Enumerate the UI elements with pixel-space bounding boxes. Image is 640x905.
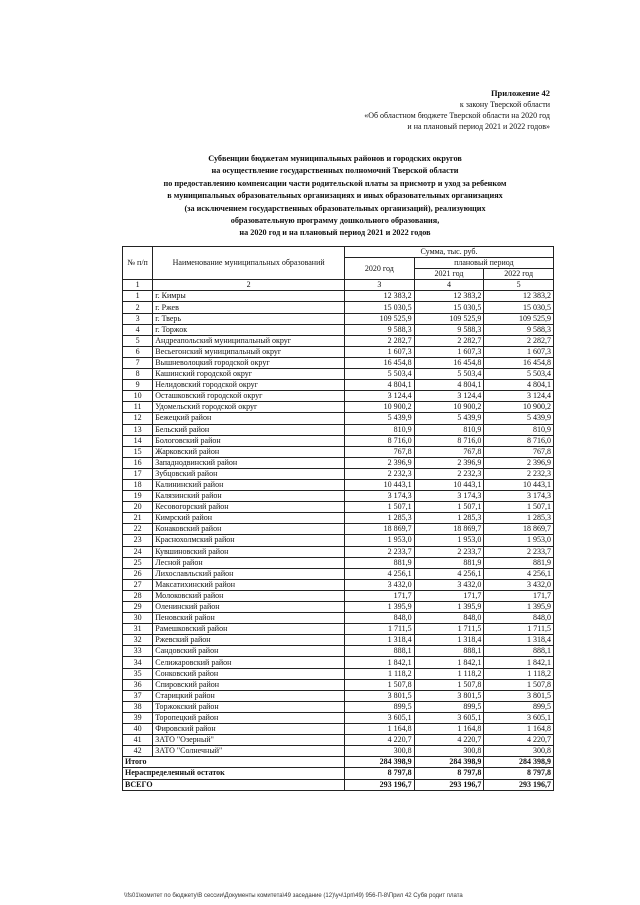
municipality-name: Лихославльский район xyxy=(153,568,345,579)
amount-2021: 10 443,1 xyxy=(414,479,484,490)
row-number: 32 xyxy=(123,635,153,646)
municipality-name: Рамешковский район xyxy=(153,624,345,635)
row-number: 1 xyxy=(123,291,153,302)
municipality-name: ЗАТО "Озерный" xyxy=(153,735,345,746)
municipality-name: Кимрский район xyxy=(153,513,345,524)
amount-2020: 3 174,3 xyxy=(345,491,415,502)
amount-2021: 1 318,4 xyxy=(414,635,484,646)
row-number: 15 xyxy=(123,446,153,457)
total-2020: 284 398,9 xyxy=(345,757,415,768)
amount-2022: 899,5 xyxy=(484,701,554,712)
amount-2021: 9 588,3 xyxy=(414,324,484,335)
table-row xyxy=(123,535,554,546)
table-row xyxy=(123,635,554,646)
amount-2022: 3 801,5 xyxy=(484,690,554,701)
header-num: № п/п xyxy=(123,247,153,280)
amount-2021: 1 842,1 xyxy=(414,657,484,668)
table-row xyxy=(123,646,554,657)
municipality-name: Западнодвинский район xyxy=(153,457,345,468)
amount-2020: 1 507,1 xyxy=(345,502,415,513)
amount-2021: 1 118,2 xyxy=(414,668,484,679)
municipality-name: Весьегонский муниципальный округ xyxy=(153,346,345,357)
total-2020: 8 797,8 xyxy=(345,768,415,779)
amount-2021: 16 454,8 xyxy=(414,357,484,368)
row-number: 35 xyxy=(123,668,153,679)
row-number: 39 xyxy=(123,712,153,723)
row-number: 26 xyxy=(123,568,153,579)
municipality-name: Калязинский район xyxy=(153,491,345,502)
amount-2022: 3 432,0 xyxy=(484,579,554,590)
amount-2020: 810,9 xyxy=(345,424,415,435)
table-row xyxy=(123,424,554,435)
title-line: на осуществление государственных полномочий Тверской области xyxy=(211,166,459,176)
row-number: 17 xyxy=(123,468,153,479)
table-row xyxy=(123,346,554,357)
subsidy-table xyxy=(122,246,554,791)
document-title xyxy=(110,153,560,240)
table-row xyxy=(123,602,554,613)
municipality-name: ЗАТО "Солнечный" xyxy=(153,746,345,757)
row-number: 6 xyxy=(123,346,153,357)
table-row xyxy=(123,613,554,624)
row-number: 24 xyxy=(123,546,153,557)
amount-2022: 18 869,7 xyxy=(484,524,554,535)
amount-2022: 9 588,3 xyxy=(484,324,554,335)
row-number: 27 xyxy=(123,579,153,590)
amount-2022: 10 900,2 xyxy=(484,402,554,413)
row-number: 21 xyxy=(123,513,153,524)
amount-2021: 2 282,7 xyxy=(414,335,484,346)
header-2020: 2020 год xyxy=(345,258,415,280)
total-label: Нераспределенный остаток xyxy=(123,768,345,779)
amount-2021: 1 395,9 xyxy=(414,602,484,613)
amount-2021: 3 801,5 xyxy=(414,690,484,701)
municipality-name: Оленинский район xyxy=(153,602,345,613)
table-row xyxy=(123,624,554,635)
table-row xyxy=(123,568,554,579)
table-row xyxy=(123,579,554,590)
amount-2022: 1 711,5 xyxy=(484,624,554,635)
amount-2021: 2 232,3 xyxy=(414,468,484,479)
amount-2020: 10 900,2 xyxy=(345,402,415,413)
amount-2021: 899,5 xyxy=(414,701,484,712)
row-number: 20 xyxy=(123,502,153,513)
municipality-name: Молоковский район xyxy=(153,590,345,601)
row-number: 31 xyxy=(123,624,153,635)
amount-2022: 4 256,1 xyxy=(484,568,554,579)
header-2022: 2022 год xyxy=(484,269,554,280)
amount-2021: 4 256,1 xyxy=(414,568,484,579)
amount-2022: 1 507,8 xyxy=(484,679,554,690)
total-2021: 293 196,7 xyxy=(414,779,484,790)
row-number: 11 xyxy=(123,402,153,413)
amount-2021: 8 716,0 xyxy=(414,435,484,446)
table-row xyxy=(123,324,554,335)
amount-2021: 1 607,3 xyxy=(414,346,484,357)
table-row xyxy=(123,435,554,446)
municipality-name: Ржевский район xyxy=(153,635,345,646)
municipality-name: Максатихинский район xyxy=(153,579,345,590)
amount-2020: 1 164,8 xyxy=(345,724,415,735)
amount-2020: 1 711,5 xyxy=(345,624,415,635)
amount-2022: 1 285,3 xyxy=(484,513,554,524)
title-line: (за исключением государственных образовательных организаций), реализующих xyxy=(184,203,486,213)
amount-2021: 888,1 xyxy=(414,646,484,657)
municipality-name: Сонковский район xyxy=(153,668,345,679)
amount-2021: 3 124,4 xyxy=(414,391,484,402)
table-row xyxy=(123,369,554,380)
amount-2020: 2 396,9 xyxy=(345,457,415,468)
amount-2020: 1 607,3 xyxy=(345,346,415,357)
municipality-name: г. Кимры xyxy=(153,291,345,302)
header-plan: плановый период xyxy=(414,258,553,269)
table-row xyxy=(123,291,554,302)
amount-2020: 4 220,7 xyxy=(345,735,415,746)
total-label: Итого xyxy=(123,757,345,768)
table-row xyxy=(123,546,554,557)
amount-2022: 10 443,1 xyxy=(484,479,554,490)
municipality-name: Бельский район xyxy=(153,424,345,435)
amount-2020: 1 507,8 xyxy=(345,679,415,690)
amount-2021: 12 383,2 xyxy=(414,291,484,302)
municipality-name: г. Торжок xyxy=(153,324,345,335)
amount-2020: 1 318,4 xyxy=(345,635,415,646)
total-2021: 284 398,9 xyxy=(414,757,484,768)
amount-2020: 8 716,0 xyxy=(345,435,415,446)
table-row xyxy=(123,690,554,701)
table-row xyxy=(123,657,554,668)
municipality-name: Бежецкий район xyxy=(153,413,345,424)
row-number: 22 xyxy=(123,524,153,535)
row-number: 18 xyxy=(123,479,153,490)
amount-2020: 18 869,7 xyxy=(345,524,415,535)
row-number: 36 xyxy=(123,679,153,690)
table-row xyxy=(123,524,554,535)
table-row xyxy=(123,479,554,490)
header-sum: Сумма, тыс. руб. xyxy=(345,247,554,258)
table-row xyxy=(123,413,554,424)
amount-2022: 109 525,9 xyxy=(484,313,554,324)
total-label: ВСЕГО xyxy=(123,779,345,790)
amount-2022: 2 232,3 xyxy=(484,468,554,479)
amount-2022: 1 118,2 xyxy=(484,668,554,679)
amount-2022: 5 439,9 xyxy=(484,413,554,424)
amount-2021: 5 439,9 xyxy=(414,413,484,424)
amount-2022: 4 804,1 xyxy=(484,380,554,391)
row-number: 25 xyxy=(123,557,153,568)
table-row xyxy=(123,313,554,324)
amount-2020: 848,0 xyxy=(345,613,415,624)
amount-2020: 5 439,9 xyxy=(345,413,415,424)
municipality-name: Конаковский район xyxy=(153,524,345,535)
municipality-name: Вышневолоцкий городской округ xyxy=(153,357,345,368)
amount-2021: 3 432,0 xyxy=(414,579,484,590)
total-2021: 8 797,8 xyxy=(414,768,484,779)
municipality-name: Торжокский район xyxy=(153,701,345,712)
table-row xyxy=(123,457,554,468)
amount-2021: 4 804,1 xyxy=(414,380,484,391)
municipality-name: Зубцовский район xyxy=(153,468,345,479)
amount-2022: 2 233,7 xyxy=(484,546,554,557)
table-row xyxy=(123,668,554,679)
amount-2021: 2 233,7 xyxy=(414,546,484,557)
row-number: 8 xyxy=(123,369,153,380)
amount-2020: 1 395,9 xyxy=(345,602,415,613)
row-number: 38 xyxy=(123,701,153,712)
amount-2020: 2 233,7 xyxy=(345,546,415,557)
amount-2021: 5 503,4 xyxy=(414,369,484,380)
title-line: в муниципальных образовательных организациях и иных образовательных организациях xyxy=(167,191,503,201)
amount-2021: 3 605,1 xyxy=(414,712,484,723)
col-index-3: 3 xyxy=(345,280,415,291)
amount-2020: 109 525,9 xyxy=(345,313,415,324)
amount-2020: 3 605,1 xyxy=(345,712,415,723)
table-row xyxy=(123,735,554,746)
title-line: по предоставлению компенсации части родительской платы за присмотр и уход за ребенком xyxy=(163,178,507,188)
amount-2020: 10 443,1 xyxy=(345,479,415,490)
amount-2020: 881,9 xyxy=(345,557,415,568)
amount-2021: 1 285,3 xyxy=(414,513,484,524)
amount-2022: 15 030,5 xyxy=(484,302,554,313)
municipality-name: Калининский район xyxy=(153,479,345,490)
amount-2021: 1 711,5 xyxy=(414,624,484,635)
row-number: 28 xyxy=(123,590,153,601)
amount-2022: 1 953,0 xyxy=(484,535,554,546)
municipality-name: Нелидовский городской округ xyxy=(153,380,345,391)
amount-2021: 2 396,9 xyxy=(414,457,484,468)
row-number: 19 xyxy=(123,491,153,502)
amount-2022: 767,8 xyxy=(484,446,554,457)
amount-2022: 12 383,2 xyxy=(484,291,554,302)
amount-2021: 4 220,7 xyxy=(414,735,484,746)
municipality-name: Удомельский городской округ xyxy=(153,402,345,413)
amount-2020: 899,5 xyxy=(345,701,415,712)
municipality-name: Кесовогорский район xyxy=(153,502,345,513)
municipality-name: Селижаровский район xyxy=(153,657,345,668)
amount-2020: 888,1 xyxy=(345,646,415,657)
row-number: 16 xyxy=(123,457,153,468)
file-path-footer: \\fs01\комитет по бюджету\В сессии\Документы комитета\49 заседание (12)\уч\1рп\49) 956-П-8\Прил 42 Субв родит плата xyxy=(124,893,463,899)
amount-2022: 810,9 xyxy=(484,424,554,435)
amount-2020: 2 282,7 xyxy=(345,335,415,346)
amount-2022: 1 507,1 xyxy=(484,502,554,513)
table-row xyxy=(123,402,554,413)
table-row xyxy=(123,746,554,757)
table-row xyxy=(123,446,554,457)
table-row xyxy=(123,557,554,568)
table-row xyxy=(123,302,554,313)
amount-2022: 300,8 xyxy=(484,746,554,757)
municipality-name: Жарковский район xyxy=(153,446,345,457)
table-row xyxy=(123,513,554,524)
total-2020: 293 196,7 xyxy=(345,779,415,790)
title-line: Субвенции бюджетам муниципальных районов и городских округов xyxy=(208,154,462,163)
appendix-number: Приложение 42 xyxy=(490,88,550,98)
amount-2022: 5 503,4 xyxy=(484,369,554,380)
title-line: образовательную программу дошкольного образования, xyxy=(230,216,440,226)
col-index-4: 4 xyxy=(414,280,484,291)
row-number: 40 xyxy=(123,724,153,735)
row-number: 3 xyxy=(123,313,153,324)
appendix-law-period: и на плановый период 2021 и 2022 годов» xyxy=(407,122,550,131)
municipality-name: Спировский район xyxy=(153,679,345,690)
amount-2020: 2 232,3 xyxy=(345,468,415,479)
amount-2021: 300,8 xyxy=(414,746,484,757)
table-row xyxy=(123,491,554,502)
municipality-name: г. Ржев xyxy=(153,302,345,313)
amount-2022: 16 454,8 xyxy=(484,357,554,368)
amount-2022: 1 607,3 xyxy=(484,346,554,357)
amount-2021: 810,9 xyxy=(414,424,484,435)
row-number: 12 xyxy=(123,413,153,424)
row-number: 7 xyxy=(123,357,153,368)
total-row xyxy=(123,779,554,790)
amount-2021: 1 953,0 xyxy=(414,535,484,546)
amount-2020: 12 383,2 xyxy=(345,291,415,302)
row-number: 37 xyxy=(123,690,153,701)
amount-2020: 5 503,4 xyxy=(345,369,415,380)
row-number: 41 xyxy=(123,735,153,746)
amount-2022: 3 605,1 xyxy=(484,712,554,723)
row-number: 14 xyxy=(123,435,153,446)
row-number: 23 xyxy=(123,535,153,546)
table-row xyxy=(123,502,554,513)
amount-2020: 3 801,5 xyxy=(345,690,415,701)
row-number: 29 xyxy=(123,602,153,613)
amount-2021: 3 174,3 xyxy=(414,491,484,502)
header-name: Наименование муниципальных образований xyxy=(153,247,345,280)
amount-2022: 171,7 xyxy=(484,590,554,601)
row-number: 13 xyxy=(123,424,153,435)
amount-2022: 3 124,4 xyxy=(484,391,554,402)
title-line: на 2020 год и на плановый период 2021 и 2022 годов xyxy=(239,228,431,238)
row-number: 34 xyxy=(123,657,153,668)
amount-2022: 1 842,1 xyxy=(484,657,554,668)
table-row xyxy=(123,679,554,690)
municipality-name: Андреапольский муниципальный округ xyxy=(153,335,345,346)
total-row xyxy=(123,757,554,768)
amount-2021: 767,8 xyxy=(414,446,484,457)
row-number: 10 xyxy=(123,391,153,402)
row-number: 30 xyxy=(123,613,153,624)
amount-2020: 1 953,0 xyxy=(345,535,415,546)
amount-2020: 3 432,0 xyxy=(345,579,415,590)
amount-2022: 3 174,3 xyxy=(484,491,554,502)
table-row xyxy=(123,724,554,735)
amount-2020: 9 588,3 xyxy=(345,324,415,335)
total-2022: 293 196,7 xyxy=(484,779,554,790)
amount-2022: 8 716,0 xyxy=(484,435,554,446)
municipality-name: Старицкий район xyxy=(153,690,345,701)
municipality-name: Осташковский городской округ xyxy=(153,391,345,402)
amount-2020: 1 285,3 xyxy=(345,513,415,524)
row-number: 2 xyxy=(123,302,153,313)
amount-2022: 1 164,8 xyxy=(484,724,554,735)
amount-2021: 848,0 xyxy=(414,613,484,624)
header-2021: 2021 год xyxy=(414,269,484,280)
row-number: 5 xyxy=(123,335,153,346)
amount-2021: 109 525,9 xyxy=(414,313,484,324)
municipality-name: Кашинский городской округ xyxy=(153,369,345,380)
amount-2020: 15 030,5 xyxy=(345,302,415,313)
amount-2020: 767,8 xyxy=(345,446,415,457)
row-number: 9 xyxy=(123,380,153,391)
amount-2020: 4 256,1 xyxy=(345,568,415,579)
municipality-name: Бологовский район xyxy=(153,435,345,446)
amount-2020: 171,7 xyxy=(345,590,415,601)
amount-2021: 10 900,2 xyxy=(414,402,484,413)
table-row xyxy=(123,468,554,479)
municipality-name: Кувшиновский район xyxy=(153,546,345,557)
municipality-name: Лесной район xyxy=(153,557,345,568)
appendix-law-ref: к закону Тверской области xyxy=(459,100,550,109)
amount-2021: 18 869,7 xyxy=(414,524,484,535)
amount-2022: 4 220,7 xyxy=(484,735,554,746)
table-row xyxy=(123,357,554,368)
amount-2022: 2 282,7 xyxy=(484,335,554,346)
table-row xyxy=(123,712,554,723)
amount-2022: 2 396,9 xyxy=(484,457,554,468)
total-2022: 8 797,8 xyxy=(484,768,554,779)
municipality-name: Краснохолмский район xyxy=(153,535,345,546)
amount-2020: 16 454,8 xyxy=(345,357,415,368)
total-row xyxy=(123,768,554,779)
amount-2021: 1 507,8 xyxy=(414,679,484,690)
amount-2020: 300,8 xyxy=(345,746,415,757)
row-number: 33 xyxy=(123,646,153,657)
col-index-5: 5 xyxy=(484,280,554,291)
amount-2022: 1 395,9 xyxy=(484,602,554,613)
amount-2021: 171,7 xyxy=(414,590,484,601)
amount-2022: 848,0 xyxy=(484,613,554,624)
table-row xyxy=(123,391,554,402)
amount-2021: 881,9 xyxy=(414,557,484,568)
table-row xyxy=(123,335,554,346)
amount-2020: 1 842,1 xyxy=(345,657,415,668)
municipality-name: г. Тверь xyxy=(153,313,345,324)
municipality-name: Фировский район xyxy=(153,724,345,735)
amount-2021: 15 030,5 xyxy=(414,302,484,313)
appendix-header xyxy=(250,88,550,132)
amount-2021: 1 164,8 xyxy=(414,724,484,735)
appendix-law-title: «Об областном бюджете Тверской области на 2020 год xyxy=(364,111,550,120)
amount-2020: 3 124,4 xyxy=(345,391,415,402)
total-2022: 284 398,9 xyxy=(484,757,554,768)
amount-2022: 881,9 xyxy=(484,557,554,568)
municipality-name: Пеновский район xyxy=(153,613,345,624)
col-index-1: 1 xyxy=(123,280,153,291)
table-row xyxy=(123,701,554,712)
col-index-2: 2 xyxy=(153,280,345,291)
row-number: 4 xyxy=(123,324,153,335)
amount-2021: 1 507,1 xyxy=(414,502,484,513)
table-row xyxy=(123,380,554,391)
table-row xyxy=(123,590,554,601)
municipality-name: Сандовский район xyxy=(153,646,345,657)
row-number: 42 xyxy=(123,746,153,757)
amount-2022: 888,1 xyxy=(484,646,554,657)
amount-2020: 4 804,1 xyxy=(345,380,415,391)
amount-2020: 1 118,2 xyxy=(345,668,415,679)
municipality-name: Торопецкий район xyxy=(153,712,345,723)
amount-2022: 1 318,4 xyxy=(484,635,554,646)
